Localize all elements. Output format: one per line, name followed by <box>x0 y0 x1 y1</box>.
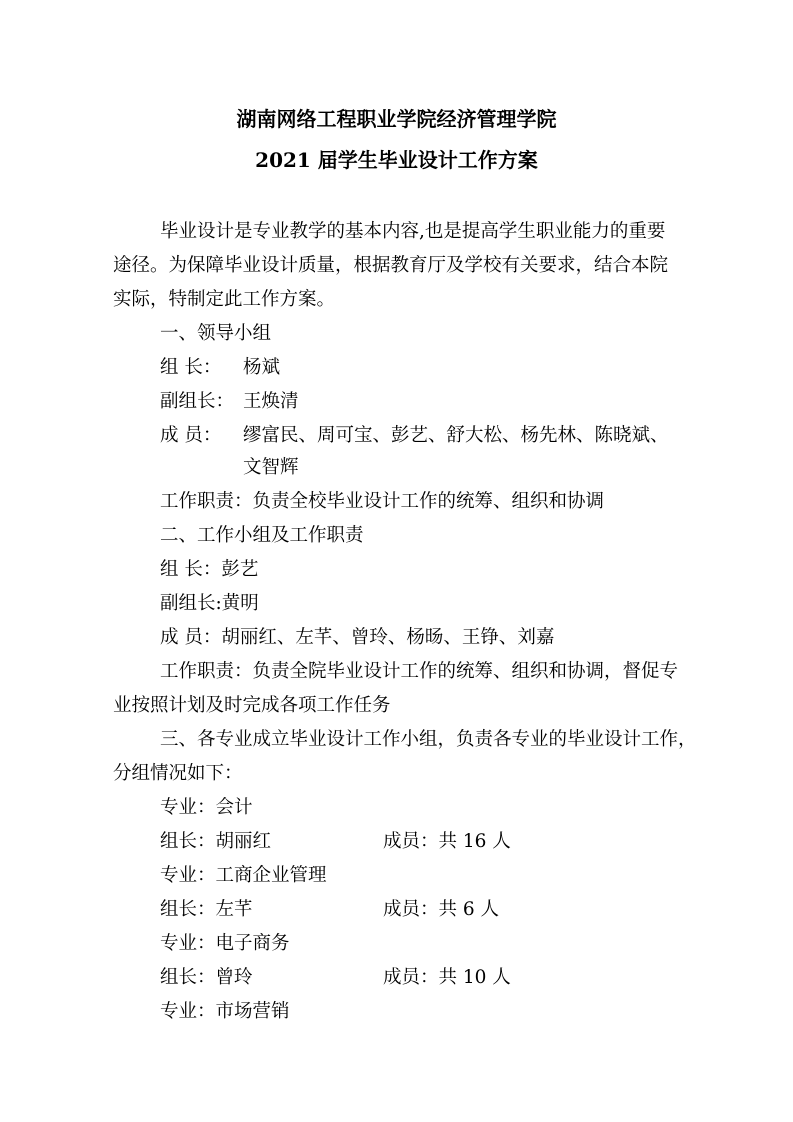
group-members-accounting: 成员：共 16 人 <box>383 831 511 852</box>
section2-deputy: 副组长:黄明 <box>160 593 259 614</box>
section1-leader-label: 组 长： <box>160 357 222 378</box>
group-leader-e-commerce: 组长：曾玲 <box>160 967 253 988</box>
section1-members-label: 成 员： <box>160 425 222 446</box>
section1-deputy-value: 王焕清 <box>243 391 299 412</box>
document-title-line-1: 湖南网络工程职业学院经济管理学院 <box>236 107 557 131</box>
group-major-business-management: 专业：工商企业管理 <box>160 865 327 886</box>
intro-line-3: 实际，特制定此工作方案。 <box>113 289 336 310</box>
group-members-e-commerce: 成员：共 10 人 <box>383 967 511 988</box>
group-leader-accounting: 组长：胡丽红 <box>160 831 272 852</box>
section3-heading-line-2: 分组情况如下： <box>113 763 243 784</box>
section2-duty-line-1: 工作职责：负责全院毕业设计工作的统筹、组织和协调，督促专 <box>160 661 679 682</box>
section2-heading: 二、工作小组及工作职责 <box>160 525 364 546</box>
section1-leader-row <box>160 355 660 381</box>
group-major-accounting: 专业：会计 <box>160 797 253 818</box>
section1-heading: 一、领导小组 <box>160 323 272 344</box>
group-members-business-management: 成员：共 6 人 <box>383 899 500 920</box>
section1-members-value-line-2: 文智辉 <box>243 457 299 478</box>
section2-duty-line-2: 业按照计划及时完成各项工作任务 <box>113 695 391 716</box>
section3-heading-line-1: 三、各专业成立毕业设计工作小组，负责各专业的毕业设计工作， <box>160 729 697 750</box>
section2-leader: 组 长：彭艺 <box>160 559 259 580</box>
intro-line-2: 途径。为保障毕业设计质量，根据教育厅及学校有关要求，结合本院 <box>113 255 669 276</box>
group-major-e-commerce: 专业：电子商务 <box>160 933 290 954</box>
section1-deputy-row <box>160 389 660 415</box>
section1-deputy-label: 副组长： <box>160 391 235 412</box>
group-leader-business-management: 组长：左芊 <box>160 899 253 920</box>
section1-members-row <box>160 423 720 449</box>
section1-leader-value: 杨斌 <box>243 357 281 378</box>
intro-line-1: 毕业设计是专业教学的基本内容,也是提高学生职业能力的重要 <box>160 221 666 242</box>
section1-duty: 工作职责：负责全校毕业设计工作的统筹、组织和协调 <box>160 491 605 512</box>
document-title-line-2: 2021 届学生毕业设计工作方案 <box>255 148 538 172</box>
section1-members-value-line-1: 缪富民、周可宝、彭艺、舒大松、杨先林、陈晓斌、 <box>243 425 669 446</box>
group-major-marketing: 专业：市场营销 <box>160 1001 290 1022</box>
section2-members: 成 员：胡丽红、左芊、曾玲、杨旸、王铮、刘嘉 <box>160 627 555 648</box>
